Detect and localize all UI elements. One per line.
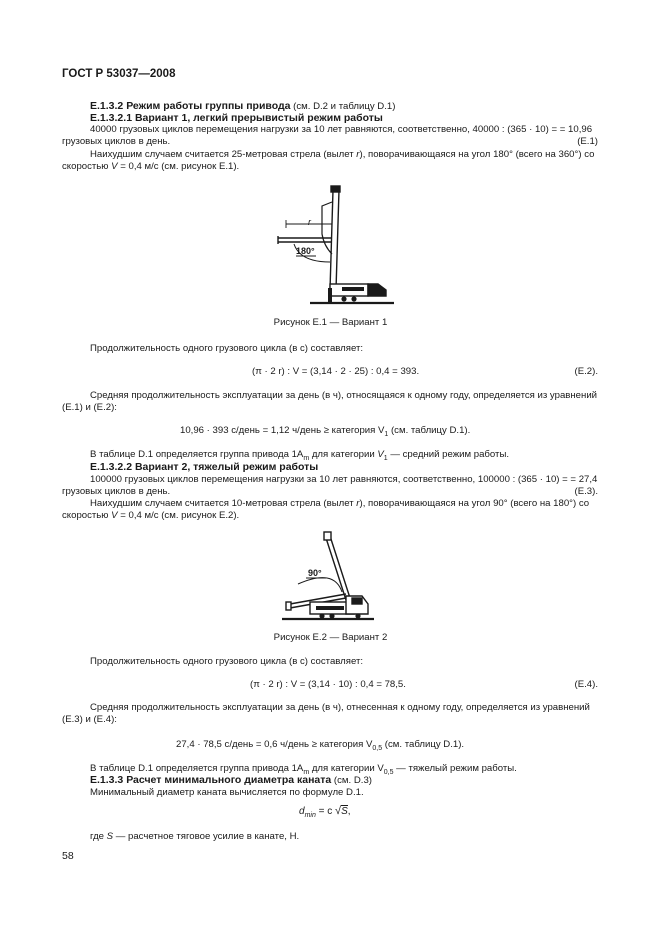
equation-daily-1-tail: (см. таблицу D.1). [388, 425, 471, 436]
formula-end: , [347, 806, 351, 817]
figure-1-crane-diagram [270, 182, 402, 308]
text-part: В таблице D.1 определяется группа привода 1А [90, 763, 304, 774]
equation-number-e2: (E.2). [574, 366, 598, 377]
figure-1-radius-label: r [308, 217, 311, 227]
paragraph-daily-life-2: Средняя продолжительность эксплуатации за день (в ч), отнесенная к одному году, определяется из уравнений (Е.3) и (Е.4): [62, 702, 590, 726]
text-part: Наихудшим случаем считается 10-метровая стрела (вылет [90, 498, 357, 509]
section-e132-title: Е.1.3.2 Режим работы группы привода [90, 100, 291, 112]
var-v: V [111, 510, 118, 522]
formula-var-s: S [341, 806, 348, 817]
section-e133-title: Е.1.3.3 Расчет минимального диаметра каната [90, 774, 332, 786]
text-part: — расчетное тяговое усилие в канате, Н. [113, 831, 300, 842]
subscript: 1 [384, 430, 389, 438]
paragraph-cycle-duration-2: Продолжительность одного грузового цикла (в с) составляет: [90, 656, 364, 667]
section-e132-heading [90, 100, 395, 112]
equation-daily-1-text: 10,96 · 393 с/день = 1,12 ч/день ≥ категория V [180, 425, 385, 436]
text-part: где [90, 831, 107, 842]
paragraph-cycles-2: 100000 грузовых циклов перемещения нагрузки за 10 лет равняются, соответственно, 100000 : (365 · 10) = = 27,4 грузовых циклов в день. [62, 474, 598, 498]
figure-2-crane-diagram [280, 530, 392, 622]
subscript: m [303, 768, 310, 776]
paragraph-cycles-1 [62, 124, 598, 149]
section-e132-ref: (см. D.2 и таблицу D.1) [290, 101, 396, 112]
paragraph-where-s [90, 831, 299, 842]
figure-1-caption: Рисунок Е.1 — Вариант 1 [273, 317, 388, 328]
text-part: — средний режим работы. [387, 449, 510, 460]
text-part: ), поворачивающаяся на угол 180° (всего на 360°) со скоростью [62, 149, 595, 173]
paragraph-cycle-duration-1: Продолжительность одного грузового цикла (в с) составляет: [90, 343, 364, 354]
text-part: В таблице D.1 определяется группа привода 1А [90, 449, 304, 460]
formula-var-d: d [299, 806, 305, 817]
text-part: для категории [309, 449, 378, 460]
figure-2-angle-label: 90° [308, 568, 322, 578]
paragraph-worst-case-1 [62, 149, 598, 174]
formula-eq: = c [315, 806, 336, 817]
page-number: 58 [62, 850, 74, 862]
section-e1321-title: Е.1.3.2.1 Вариант 1, легкий прерывистый режим работы [90, 112, 383, 124]
sqrt-icon: √ [335, 805, 342, 817]
document-id: ГОСТ Р 53037—2008 [62, 68, 176, 80]
figure-2-caption: Рисунок Е.2 — Вариант 2 [273, 632, 388, 643]
equation-number-e4: (E.4). [574, 679, 598, 690]
var-r: r [356, 498, 360, 509]
section-e133-heading [90, 774, 372, 786]
figure-1-angle-label: 180° [296, 246, 315, 256]
text-part: = 0,4 м/с (см. рисунок Е.2). [117, 510, 240, 522]
formula-subscript-min: min [304, 812, 316, 819]
equation-daily-2-text: 27,4 · 78,5 с/день = 0,6 ч/день ≥ категория V [176, 739, 373, 750]
paragraph-daily-life-1: Средняя продолжительность эксплуатации за день (в ч), относящаяся к одному году, определяется из уравнений (Е.1) и (Е.2): [62, 390, 598, 414]
var-v: V [111, 161, 118, 173]
subscript: m [303, 454, 310, 462]
formula-d1 [299, 805, 351, 819]
section-e133-ref: (см. D.3) [331, 775, 372, 786]
equation-daily-1 [180, 425, 470, 438]
equation-number-e3: (E.3). [574, 486, 598, 497]
equation-number-e1: (E.1) [577, 136, 598, 147]
var-s: S [106, 831, 114, 842]
text-part: для категории V [309, 763, 384, 774]
var-r: r [356, 149, 360, 160]
subscript: 0,5 [372, 744, 383, 752]
text-part: — тяжелый режим работы. [393, 763, 517, 774]
subscript: 0,5 [383, 768, 394, 776]
equation-daily-2-tail: (см. таблицу D.1). [382, 739, 465, 750]
text-part: ), поворачивающаяся на угол 90° (всего на 180°) со скоростью [62, 498, 590, 522]
equation-e2: (π · 2 r) : V = (3,14 · 2 · 25) : 0,4 = 393. [252, 366, 420, 377]
section-e1322-title: Е.1.3.2.2 Вариант 2, тяжелый режим работы [90, 461, 319, 473]
paragraph-cycles-1-text: 40000 грузовых циклов перемещения нагрузки за 10 лет равняются, соответственно, 40000 : (365 · 10) = = 10,96 грузовых циклов в день. [62, 124, 593, 148]
equation-daily-2 [176, 739, 464, 752]
text-part: = 0,4 м/с (см. рисунок Е.1). [117, 161, 240, 173]
paragraph-min-diameter: Минимальный диаметр каната вычисляется по формуле D.1. [90, 787, 364, 798]
paragraph-worst-case-2 [62, 498, 598, 523]
equation-e4: (π · 2 r) : V = (3,14 · 10) : 0,4 = 78,5. [250, 679, 406, 690]
subscript: 1 [383, 454, 388, 462]
var-v: V [377, 449, 384, 460]
text-part: Наихудшим случаем считается 25-метровая стрела (вылет [90, 149, 357, 160]
